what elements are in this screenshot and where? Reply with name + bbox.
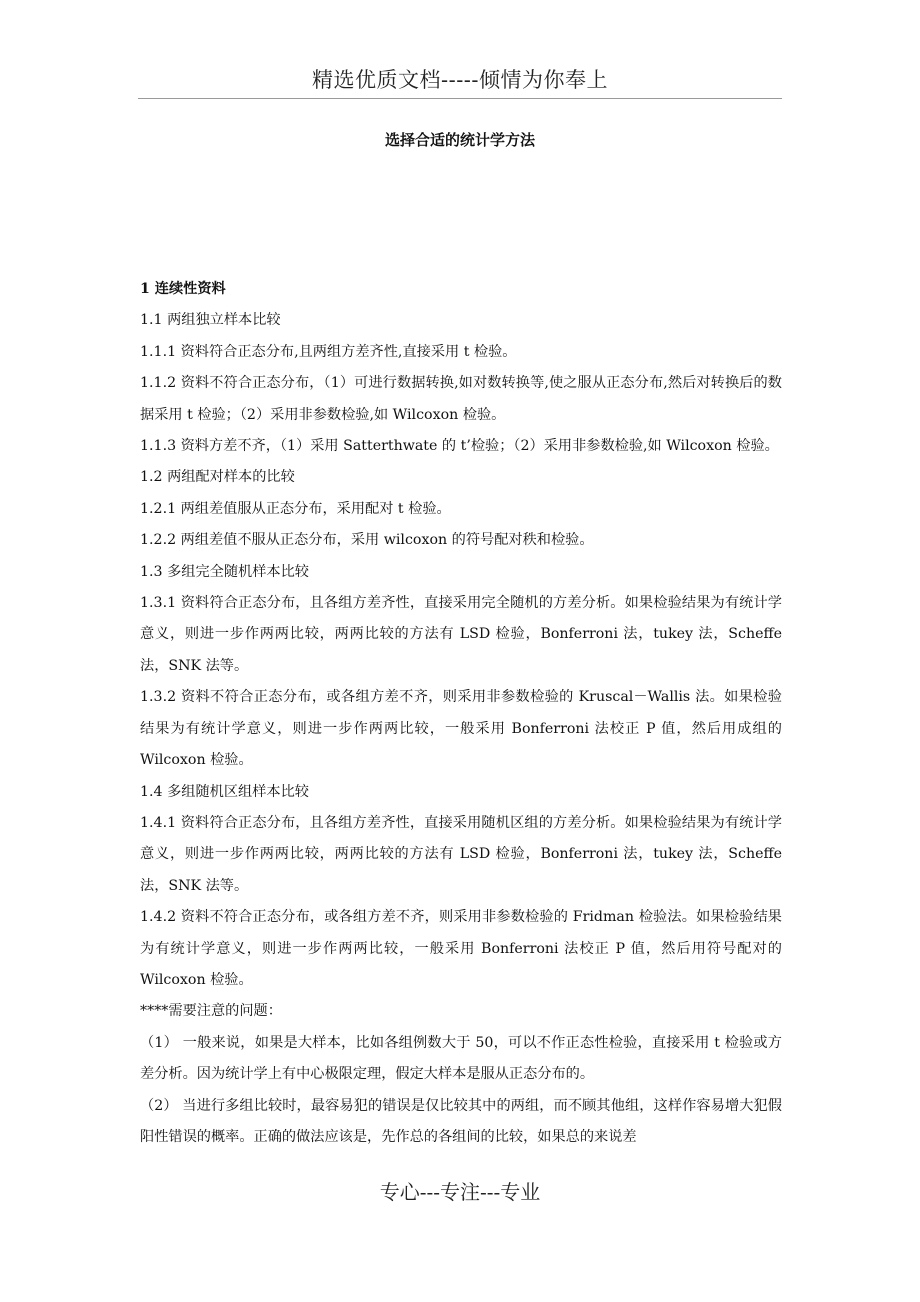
page-footer: 专心---专注---专业 (379, 1180, 541, 1204)
note-item: （1） 一般来说，如果是大样本，比如各组例数大于 50，可以不作正态性检验，直接采用 t 检验或方差分析。因为统计学上有中心极限定理，假定大样本是服从正态分布的。 (140, 1034, 782, 1083)
notes-heading: ****需要注意的问题： (140, 1003, 282, 1020)
subsection-heading: 1.4 多组随机区组样本比较 (140, 783, 309, 800)
paragraph: 1.2.1 两组差值服从正态分布，采用配对 t 检验。 (140, 500, 451, 517)
header-divider (138, 98, 782, 99)
document-title: 选择合适的统计学方法 (384, 131, 535, 149)
paragraph: 1.2.2 两组差值不服从正态分布，采用 wilcoxon 的符号配对秩和检验。 (140, 532, 594, 549)
page-header: 精选优质文档-----倾情为你奉上 (312, 68, 608, 92)
subsection-heading: 1.3 多组完全随机样本比较 (140, 563, 309, 580)
note-item: （2） 当进行多组比较时，最容易犯的错误是仅比较其中的两组，而不顾其他组，这样作容易增大犯假阳性错误的概率。正确的做法应该是，先作总的各组间的比较，如果总的来说差 (140, 1097, 782, 1145)
paragraph: 1.3.1 资料符合正态分布，且各组方差齐性，直接采用完全随机的方差分析。如果检验结果为有统计学意义，则进一步作两两比较，两两比较的方法有 LSD 检验，Bonferroni 法，tukey 法，Scheffe 法，SNK 法等。 (140, 595, 782, 674)
paragraph: 1.1.1 资料符合正态分布,且两组方差齐性,直接采用 t 检验。 (140, 343, 517, 360)
document-body (140, 274, 782, 1153)
paragraph: 1.4.1 资料符合正态分布，且各组方差齐性，直接采用随机区组的方差分析。如果检验结果为有统计学意义，则进一步作两两比较，两两比较的方法有 LSD 检验，Bonferroni 法，tukey 法，Scheffe 法，SNK 法等。 (140, 814, 782, 894)
paragraph: 1.4.2 资料不符合正态分布，或各组方差不齐，则采用非参数检验的 Fridman 检验法。如果检验结果为有统计学意义，则进一步作两两比较，一般采用 Bonferroni 法校正 P 值，然后用符号配对的 Wilcoxon 检验。 (140, 909, 782, 988)
paragraph: 1.1.2 资料不符合正态分布，（1）可进行数据转换,如对数转换等,使之服从正态分布,然后对转换后的数据采用 t 检验；（2）采用非参数检验,如 Wilcoxon 检验。 (140, 375, 782, 423)
subsection-heading: 1.2 两组配对样本的比较 (140, 469, 295, 486)
subsection-heading: 1.1 两组独立样本比较 (140, 312, 281, 329)
paragraph: 1.3.2 资料不符合正态分布，或各组方差不齐，则采用非参数检验的 Kruscal－Wallis 法。如果检验结果为有统计学意义，则进一步作两两比较，一般采用 Bonferroni 法校正 P 值，然后用成组的 Wilcoxon 检验。 (140, 689, 782, 769)
section-heading: 1 连续性资料 (140, 281, 226, 297)
paragraph: 1.1.3 资料方差不齐，（1）采用 Satterthwate 的 t’检验；（2）采用非参数检验,如 Wilcoxon 检验。 (140, 438, 779, 455)
